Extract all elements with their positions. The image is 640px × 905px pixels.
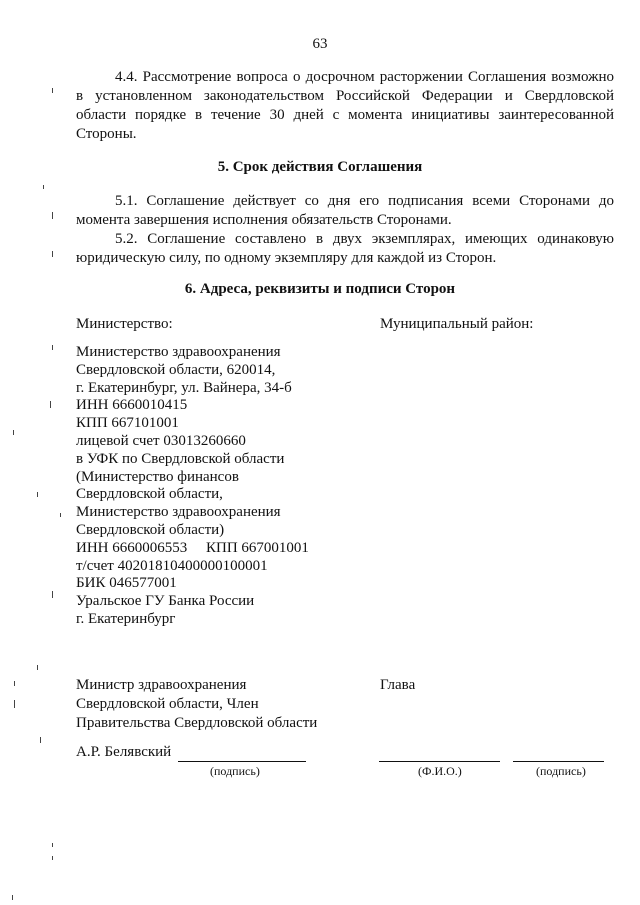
scan-speck (50, 401, 51, 408)
head-name-line (379, 761, 500, 762)
requisites-line: (Министерство финансов (76, 468, 239, 485)
scan-speck (52, 251, 53, 257)
paragraph-5-2: 5.2. Соглашение составлено в двух экземплярах, имеющих одинаковую юридическую силу, по одному экземпляру для каждой из Сторон. (76, 231, 614, 266)
scan-speck (52, 345, 53, 350)
requisites-line: в УФК по Свердловской области (76, 450, 285, 467)
scan-speck (37, 665, 38, 670)
paragraph-4-4 (76, 68, 614, 144)
scan-speck (14, 681, 15, 686)
head-title: Глава (380, 677, 416, 693)
scan-speck (60, 513, 61, 517)
scan-speck (52, 88, 53, 93)
requisites-line: г. Екатеринбург, ул. Вайнера, 34-б (76, 379, 292, 396)
minister-name: А.Р. Белявский (76, 744, 172, 760)
scan-speck (12, 895, 13, 900)
paragraph-4-4-text: 4.4. Рассмотрение вопроса о досрочном расторжении Соглашения возможно в установленном законодательством Российской Федерации и Свердловской области порядке в течение 30 дней с момента инициативы заинтересованной Стороны. (76, 69, 614, 142)
scan-speck (52, 212, 53, 219)
scan-speck (40, 737, 41, 743)
requisites-line: Свердловской области) (76, 521, 225, 538)
minister-signature-line (178, 761, 306, 762)
requisites-line: Министерство здравоохранения (76, 504, 281, 521)
ministry-requisites (76, 344, 309, 629)
requisites-line: Уральское ГУ Банка России (76, 593, 255, 610)
scan-speck (52, 843, 53, 847)
ministry-label: Министерство: (76, 316, 173, 332)
requisites-line: лицевой счет 03013260660 (76, 432, 246, 449)
requisites-line: г. Екатеринбург (76, 610, 176, 627)
requisites-line: ИНН 6660006553 КПП 667001001 (76, 539, 309, 556)
scan-speck (52, 591, 53, 598)
paragraph-5-1: 5.1. Соглашение действует со дня его подписания всеми Сторонами до момента завершения исполнения обязательств Сторонами. (76, 193, 614, 228)
head-name-caption: (Ф.И.О.) (418, 764, 462, 778)
head-signature-caption: (подпись) (536, 764, 586, 778)
minister-signature-caption: (подпись) (210, 764, 260, 778)
section-5-title: 5. Срок действия Соглашения (217, 159, 423, 175)
scan-speck (52, 856, 53, 860)
requisites-line: КПП 667101001 (76, 415, 179, 432)
section-6-title: 6. Адреса, реквизиты и подписи Сторон (184, 281, 456, 297)
requisites-line: Свердловской области, 620014, (76, 361, 276, 378)
scan-speck (43, 185, 44, 189)
minister-title-line: Министр здравоохранения (76, 677, 247, 693)
minister-title-line: Свердловской области, Член (76, 696, 259, 712)
scan-speck (13, 430, 14, 435)
municipal-district-label: Муниципальный район: (380, 316, 534, 332)
head-signature-line (513, 761, 604, 762)
requisites-line: Министерство здравоохранения (76, 344, 281, 360)
requisites-line: Свердловской области, (76, 486, 223, 503)
requisites-line: т/счет 40201810400000100001 (76, 557, 268, 574)
page-number: 63 (312, 36, 328, 52)
requisites-line: ИНН 6660010415 (76, 397, 188, 414)
minister-title-line: Правительства Свердловской области (76, 715, 318, 731)
section-5-body (76, 192, 614, 268)
scan-speck (37, 492, 38, 497)
requisites-line: БИК 046577001 (76, 575, 177, 592)
scan-speck (14, 700, 15, 708)
minister-title (76, 676, 317, 733)
